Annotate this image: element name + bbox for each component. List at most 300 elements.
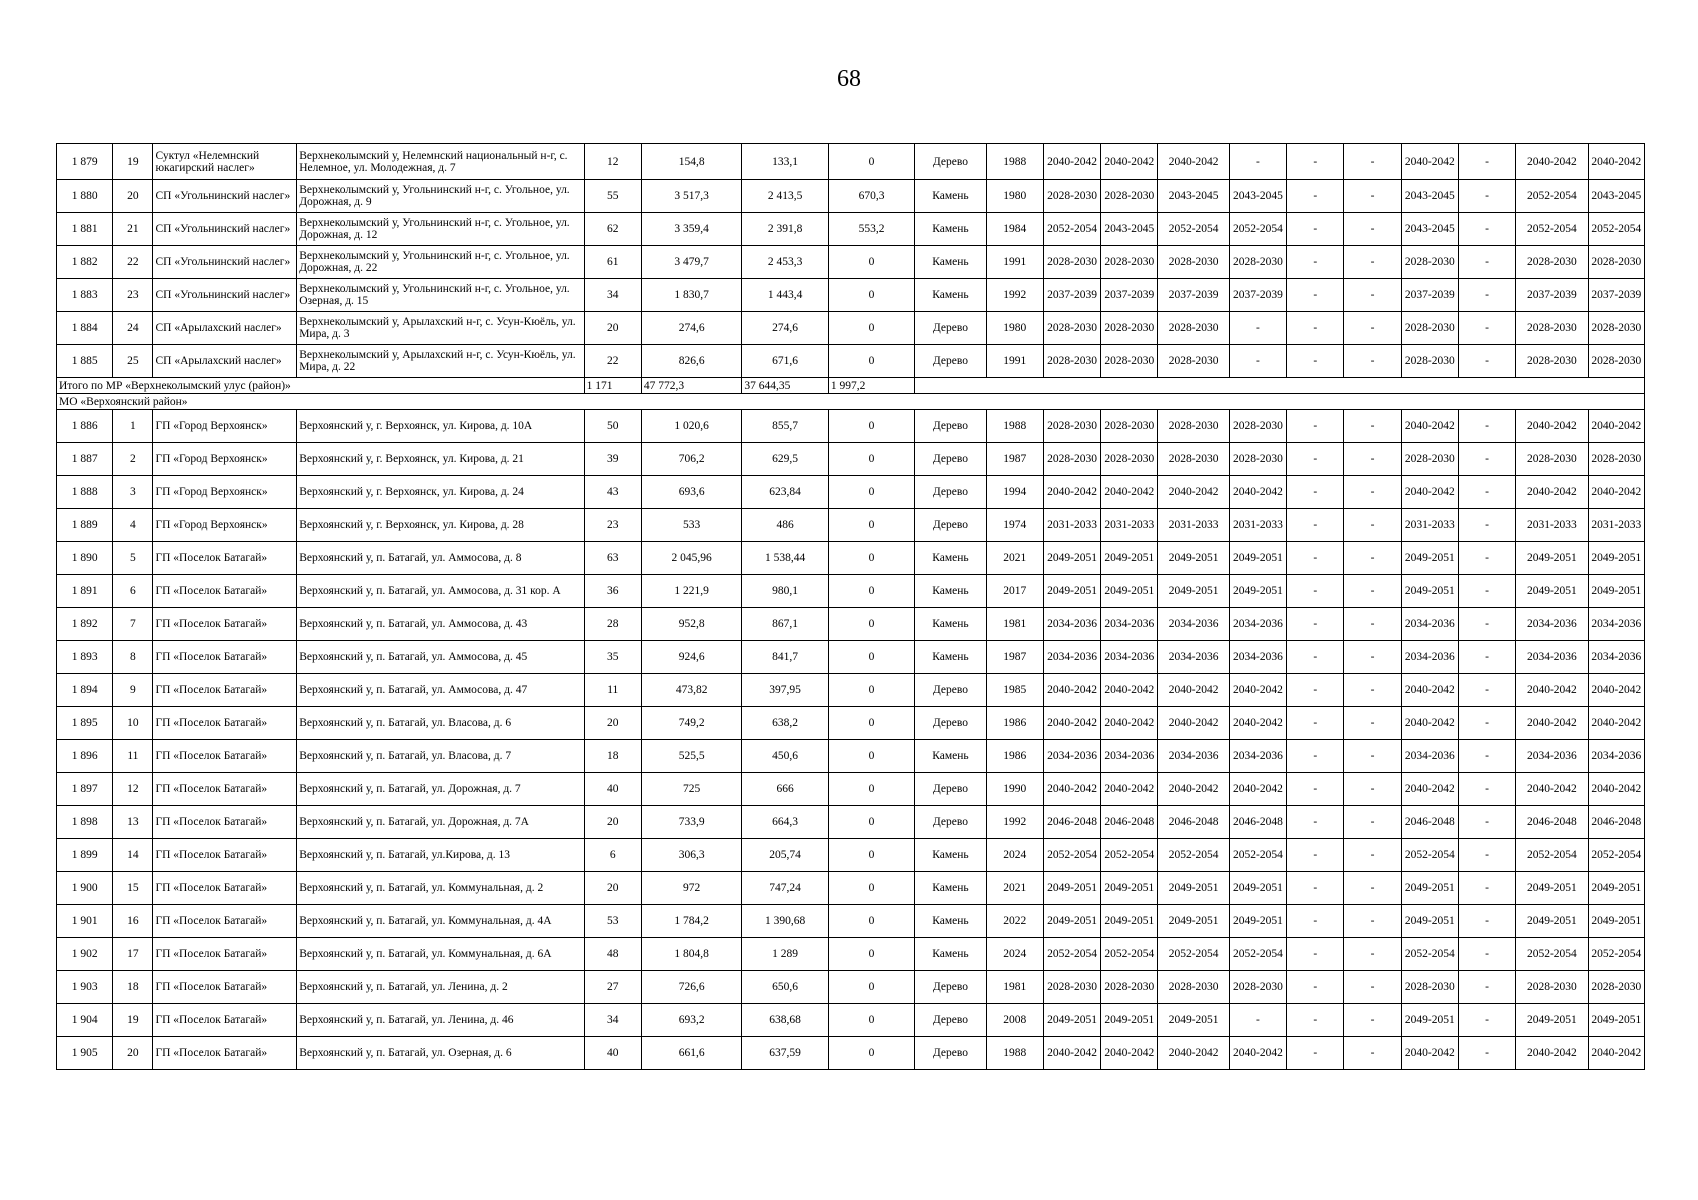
cell-living-area: 2 391,8 [742, 213, 828, 246]
cell-period-2: 2049-2051 [1101, 872, 1158, 905]
table-row [57, 608, 1645, 641]
cell-period-9: 2040-2042 [1516, 476, 1588, 509]
cell-period-2: 2028-2030 [1101, 312, 1158, 345]
cell-address: Верхоянский у, п. Батагай, ул. Дорожная, д. 7 [297, 773, 584, 806]
cell-address: Верхнеколымский у, Нелемнский национальный н-г, с. Нелемное, ул. Молодежная, д. 7 [297, 144, 584, 180]
cell-municipality: ГП «Поселок Батагай» [153, 839, 297, 872]
cell-year-built: 1980 [986, 312, 1043, 345]
cell-wall-material: Дерево [915, 674, 986, 707]
cell-period-4: - [1229, 345, 1286, 378]
cell-living-area: 450,6 [742, 740, 828, 773]
cell-period-2: 2040-2042 [1101, 773, 1158, 806]
cell-total-area: 533 [641, 509, 742, 542]
cell-period-8: - [1458, 971, 1515, 1004]
cell-row-no: 1 898 [57, 806, 113, 839]
table-row [57, 872, 1645, 905]
cell-period-5: - [1287, 509, 1344, 542]
cell-period-9: 2049-2051 [1516, 1004, 1588, 1037]
cell-period-8: - [1458, 575, 1515, 608]
cell-period-3: 2052-2054 [1158, 938, 1229, 971]
cell-address: Верхнеколымский у, Арылахский н-г, с. Усун-Кюёль, ул. Мира, д. 3 [297, 312, 584, 345]
cell-period-4: 2040-2042 [1229, 476, 1286, 509]
cell-period-6: - [1344, 905, 1401, 938]
table-row [57, 1004, 1645, 1037]
cell-period-6: - [1344, 410, 1401, 443]
cell-wall-material: Камень [915, 279, 986, 312]
cell-row-no: 1 885 [57, 345, 113, 378]
cell-period-2: 2049-2051 [1101, 1004, 1158, 1037]
cell-nonresidential-area: 0 [828, 345, 914, 378]
cell-period-2: 2040-2042 [1101, 144, 1158, 180]
cell-period-8: - [1458, 144, 1515, 180]
cell-address: Верхнеколымский у, Арылахский н-г, с. Усун-Кюёль, ул. Мира, д. 22 [297, 345, 584, 378]
cell-period-1: 2028-2030 [1043, 410, 1100, 443]
cell-period-10: 2040-2042 [1588, 773, 1644, 806]
cell-living-area: 1 538,44 [742, 542, 828, 575]
cell-period-3: 2040-2042 [1158, 476, 1229, 509]
table-row [57, 180, 1645, 213]
cell-municipality: СП «Арылахский наслег» [153, 312, 297, 345]
cell-total-area: 661,6 [641, 1037, 742, 1070]
cell-period-5: - [1287, 872, 1344, 905]
cell-period-9: 2034-2036 [1516, 641, 1588, 674]
cell-period-10: 2049-2051 [1588, 905, 1644, 938]
cell-period-3: 2049-2051 [1158, 905, 1229, 938]
cell-wall-material: Дерево [915, 345, 986, 378]
cell-local-no: 21 [113, 213, 153, 246]
cell-period-8: - [1458, 476, 1515, 509]
cell-living-area: 2 453,3 [742, 246, 828, 279]
cell-period-10: 2040-2042 [1588, 410, 1644, 443]
cell-period-6: - [1344, 279, 1401, 312]
cell-nonresidential-area: 0 [828, 773, 914, 806]
cell-apartments: 11 [584, 674, 641, 707]
cell-address: Верхоянский у, п. Батагай, ул. Аммосова, д. 43 [297, 608, 584, 641]
cell-local-no: 23 [113, 279, 153, 312]
cell-local-no: 25 [113, 345, 153, 378]
cell-local-no: 6 [113, 575, 153, 608]
cell-period-6: - [1344, 1037, 1401, 1070]
cell-nonresidential-area: 0 [828, 144, 914, 180]
cell-total-area: 306,3 [641, 839, 742, 872]
cell-living-area: 637,59 [742, 1037, 828, 1070]
cell-period-3: 2052-2054 [1158, 213, 1229, 246]
cell-period-5: - [1287, 608, 1344, 641]
cell-total-area: 274,6 [641, 312, 742, 345]
cell-period-5: - [1287, 443, 1344, 476]
cell-total-area: 733,9 [641, 806, 742, 839]
cell-row-no: 1 880 [57, 180, 113, 213]
cell-period-4: 2034-2036 [1229, 608, 1286, 641]
cell-local-no: 3 [113, 476, 153, 509]
cell-row-no: 1 886 [57, 410, 113, 443]
cell-period-2: 2049-2051 [1101, 905, 1158, 938]
cell-period-7: 2046-2048 [1401, 806, 1458, 839]
cell-period-6: - [1344, 443, 1401, 476]
cell-period-7: 2028-2030 [1401, 971, 1458, 1004]
table-row [57, 740, 1645, 773]
cell-address: Верхоянский у, п. Батагай, ул.Кирова, д. 13 [297, 839, 584, 872]
cell-row-no: 1 899 [57, 839, 113, 872]
cell-living-area: 133,1 [742, 144, 828, 180]
cell-period-10: 2049-2051 [1588, 542, 1644, 575]
cell-year-built: 1992 [986, 279, 1043, 312]
cell-period-10: 2034-2036 [1588, 608, 1644, 641]
cell-nonresidential-area: 0 [828, 872, 914, 905]
cell-period-5: - [1287, 938, 1344, 971]
cell-nonresidential-area: 0 [828, 740, 914, 773]
table-row [57, 345, 1645, 378]
cell-local-no: 17 [113, 938, 153, 971]
cell-period-2: 2040-2042 [1101, 476, 1158, 509]
cell-period-5: - [1287, 740, 1344, 773]
cell-local-no: 20 [113, 180, 153, 213]
cell-period-4: 2040-2042 [1229, 1037, 1286, 1070]
cell-total-area: 3 517,3 [641, 180, 742, 213]
cell-period-10: 2049-2051 [1588, 1004, 1644, 1037]
cell-period-6: - [1344, 144, 1401, 180]
cell-period-9: 2034-2036 [1516, 740, 1588, 773]
cell-period-8: - [1458, 279, 1515, 312]
page-number: 68 [837, 66, 861, 92]
cell-period-6: - [1344, 806, 1401, 839]
cell-period-5: - [1287, 410, 1344, 443]
cell-period-4: 2049-2051 [1229, 905, 1286, 938]
cell-living-area: 274,6 [742, 312, 828, 345]
cell-period-8: - [1458, 1037, 1515, 1070]
cell-year-built: 1990 [986, 773, 1043, 806]
cell-period-1: 2037-2039 [1043, 279, 1100, 312]
verkhnekolymsky-rows [57, 144, 1645, 378]
table-row [57, 938, 1645, 971]
cell-address: Верхоянский у, п. Батагай, ул. Коммунальная, д. 4А [297, 905, 584, 938]
section-row [57, 394, 1645, 410]
table-row [57, 773, 1645, 806]
cell-period-10: 2040-2042 [1588, 707, 1644, 740]
cell-row-no: 1 889 [57, 509, 113, 542]
cell-period-10: 2046-2048 [1588, 806, 1644, 839]
cell-local-no: 8 [113, 641, 153, 674]
cell-period-9: 2040-2042 [1516, 773, 1588, 806]
cell-total-area: 725 [641, 773, 742, 806]
cell-period-6: - [1344, 608, 1401, 641]
cell-period-8: - [1458, 213, 1515, 246]
cell-period-1: 2028-2030 [1043, 180, 1100, 213]
cell-period-1: 2046-2048 [1043, 806, 1100, 839]
cell-period-5: - [1287, 246, 1344, 279]
cell-apartments: 6 [584, 839, 641, 872]
cell-local-no: 13 [113, 806, 153, 839]
cell-wall-material: Дерево [915, 707, 986, 740]
cell-local-no: 9 [113, 674, 153, 707]
cell-period-7: 2049-2051 [1401, 1004, 1458, 1037]
cell-period-6: - [1344, 740, 1401, 773]
table-row [57, 575, 1645, 608]
cell-nonresidential-area: 0 [828, 806, 914, 839]
cell-year-built: 1991 [986, 246, 1043, 279]
cell-nonresidential-area: 0 [828, 839, 914, 872]
cell-period-3: 2040-2042 [1158, 1037, 1229, 1070]
cell-row-no: 1 892 [57, 608, 113, 641]
cell-apartments: 27 [584, 971, 641, 1004]
cell-period-7: 2028-2030 [1401, 246, 1458, 279]
table-row [57, 839, 1645, 872]
cell-period-3: 2049-2051 [1158, 872, 1229, 905]
cell-apartments: 43 [584, 476, 641, 509]
cell-period-10: 2052-2054 [1588, 213, 1644, 246]
cell-period-8: - [1458, 246, 1515, 279]
cell-nonresidential-area: 0 [828, 410, 914, 443]
cell-municipality: ГП «Поселок Батагай» [153, 641, 297, 674]
cell-period-7: 2052-2054 [1401, 938, 1458, 971]
cell-apartments: 34 [584, 279, 641, 312]
cell-municipality: ГП «Город Верхоянск» [153, 443, 297, 476]
cell-local-no: 11 [113, 740, 153, 773]
cell-period-10: 2049-2051 [1588, 872, 1644, 905]
cell-local-no: 7 [113, 608, 153, 641]
cell-period-10: 2028-2030 [1588, 443, 1644, 476]
cell-period-9: 2049-2051 [1516, 542, 1588, 575]
cell-local-no: 16 [113, 905, 153, 938]
cell-period-4: 2028-2030 [1229, 246, 1286, 279]
cell-period-9: 2052-2054 [1516, 213, 1588, 246]
cell-row-no: 1 895 [57, 707, 113, 740]
cell-nonresidential-area: 0 [828, 608, 914, 641]
cell-row-no: 1 894 [57, 674, 113, 707]
cell-period-3: 2052-2054 [1158, 839, 1229, 872]
cell-period-2: 2034-2036 [1101, 641, 1158, 674]
cell-municipality: Суктул «Нелемнский юкагирский наслег» [153, 144, 297, 180]
cell-wall-material: Дерево [915, 509, 986, 542]
cell-period-10: 2040-2042 [1588, 1037, 1644, 1070]
housing-table [56, 143, 1645, 1070]
cell-living-area: 486 [742, 509, 828, 542]
total-empty [915, 378, 1645, 394]
cell-period-10: 2037-2039 [1588, 279, 1644, 312]
cell-address: Верхоянский у, п. Батагай, ул. Аммосова, д. 8 [297, 542, 584, 575]
cell-period-10: 2040-2042 [1588, 674, 1644, 707]
cell-period-6: - [1344, 180, 1401, 213]
cell-period-9: 2052-2054 [1516, 839, 1588, 872]
cell-nonresidential-area: 0 [828, 674, 914, 707]
cell-period-6: - [1344, 641, 1401, 674]
table-row [57, 213, 1645, 246]
cell-municipality: ГП «Поселок Батагай» [153, 1004, 297, 1037]
cell-row-no: 1 897 [57, 773, 113, 806]
cell-period-1: 2040-2042 [1043, 144, 1100, 180]
cell-period-3: 2049-2051 [1158, 1004, 1229, 1037]
cell-period-2: 2037-2039 [1101, 279, 1158, 312]
cell-living-area: 623,84 [742, 476, 828, 509]
cell-period-9: 2040-2042 [1516, 1037, 1588, 1070]
cell-period-7: 2034-2036 [1401, 641, 1458, 674]
cell-municipality: ГП «Поселок Батагай» [153, 740, 297, 773]
total-living-area: 37 644,35 [742, 378, 828, 394]
cell-period-2: 2046-2048 [1101, 806, 1158, 839]
cell-period-4: 2046-2048 [1229, 806, 1286, 839]
cell-wall-material: Дерево [915, 1037, 986, 1070]
cell-apartments: 20 [584, 707, 641, 740]
cell-wall-material: Дерево [915, 1004, 986, 1037]
cell-row-no: 1 900 [57, 872, 113, 905]
cell-period-9: 2049-2051 [1516, 905, 1588, 938]
cell-period-9: 2031-2033 [1516, 509, 1588, 542]
cell-wall-material: Дерево [915, 312, 986, 345]
cell-local-no: 10 [113, 707, 153, 740]
cell-period-7: 2049-2051 [1401, 905, 1458, 938]
cell-period-1: 2049-2051 [1043, 542, 1100, 575]
cell-period-3: 2028-2030 [1158, 312, 1229, 345]
cell-living-area: 629,5 [742, 443, 828, 476]
cell-period-2: 2052-2054 [1101, 938, 1158, 971]
cell-local-no: 18 [113, 971, 153, 1004]
cell-period-9: 2028-2030 [1516, 312, 1588, 345]
cell-period-1: 2049-2051 [1043, 1004, 1100, 1037]
cell-period-3: 2040-2042 [1158, 144, 1229, 180]
cell-total-area: 3 479,7 [641, 246, 742, 279]
cell-period-5: - [1287, 279, 1344, 312]
cell-period-9: 2028-2030 [1516, 971, 1588, 1004]
cell-wall-material: Дерево [915, 410, 986, 443]
cell-wall-material: Дерево [915, 806, 986, 839]
cell-period-8: - [1458, 345, 1515, 378]
cell-period-9: 2052-2054 [1516, 938, 1588, 971]
cell-period-1: 2028-2030 [1043, 345, 1100, 378]
cell-period-9: 2040-2042 [1516, 410, 1588, 443]
cell-period-7: 2049-2051 [1401, 575, 1458, 608]
cell-year-built: 2024 [986, 839, 1043, 872]
cell-period-6: - [1344, 971, 1401, 1004]
cell-address: Верхоянский у, п. Батагай, ул. Аммосова, д. 45 [297, 641, 584, 674]
cell-year-built: 1981 [986, 608, 1043, 641]
cell-living-area: 397,95 [742, 674, 828, 707]
cell-period-5: - [1287, 144, 1344, 180]
cell-period-4: 2040-2042 [1229, 773, 1286, 806]
cell-period-3: 2049-2051 [1158, 542, 1229, 575]
cell-period-8: - [1458, 707, 1515, 740]
cell-period-9: 2040-2042 [1516, 707, 1588, 740]
cell-local-no: 5 [113, 542, 153, 575]
cell-period-2: 2028-2030 [1101, 410, 1158, 443]
cell-wall-material: Камень [915, 740, 986, 773]
cell-address: Верхоянский у, г. Верхоянск, ул. Кирова, д. 28 [297, 509, 584, 542]
cell-year-built: 2024 [986, 938, 1043, 971]
cell-year-built: 1994 [986, 476, 1043, 509]
cell-period-3: 2028-2030 [1158, 443, 1229, 476]
cell-period-7: 2040-2042 [1401, 707, 1458, 740]
cell-period-10: 2028-2030 [1588, 246, 1644, 279]
cell-period-2: 2043-2045 [1101, 213, 1158, 246]
cell-period-6: - [1344, 509, 1401, 542]
cell-period-4: 2028-2030 [1229, 443, 1286, 476]
cell-wall-material: Камень [915, 839, 986, 872]
cell-year-built: 2008 [986, 1004, 1043, 1037]
cell-period-7: 2034-2036 [1401, 740, 1458, 773]
cell-period-4: 2049-2051 [1229, 542, 1286, 575]
cell-nonresidential-area: 0 [828, 1037, 914, 1070]
table-row [57, 806, 1645, 839]
cell-municipality: ГП «Поселок Батагай» [153, 905, 297, 938]
cell-period-8: - [1458, 410, 1515, 443]
cell-total-area: 1 221,9 [641, 575, 742, 608]
cell-address: Верхоянский у, п. Батагай, ул. Озерная, д. 6 [297, 1037, 584, 1070]
cell-period-1: 2034-2036 [1043, 608, 1100, 641]
cell-period-9: 2049-2051 [1516, 872, 1588, 905]
cell-year-built: 1986 [986, 740, 1043, 773]
cell-period-3: 2028-2030 [1158, 971, 1229, 1004]
cell-living-area: 205,74 [742, 839, 828, 872]
cell-period-2: 2040-2042 [1101, 707, 1158, 740]
cell-apartments: 53 [584, 905, 641, 938]
cell-period-5: - [1287, 1037, 1344, 1070]
cell-living-area: 855,7 [742, 410, 828, 443]
cell-period-10: 2028-2030 [1588, 971, 1644, 1004]
cell-period-4: 2052-2054 [1229, 213, 1286, 246]
cell-row-no: 1 883 [57, 279, 113, 312]
cell-wall-material: Камень [915, 938, 986, 971]
cell-period-5: - [1287, 180, 1344, 213]
cell-address: Верхоянский у, п. Батагай, ул. Дорожная, д. 7А [297, 806, 584, 839]
cell-living-area: 638,2 [742, 707, 828, 740]
section-title: МО «Верхоянский район» [57, 394, 1645, 410]
cell-period-1: 2028-2030 [1043, 312, 1100, 345]
cell-year-built: 2021 [986, 872, 1043, 905]
cell-nonresidential-area: 0 [828, 905, 914, 938]
cell-wall-material: Камень [915, 542, 986, 575]
cell-period-9: 2052-2054 [1516, 180, 1588, 213]
cell-period-7: 2040-2042 [1401, 476, 1458, 509]
cell-period-6: - [1344, 246, 1401, 279]
cell-address: Верхоянский у, п. Батагай, ул. Власова, д. 7 [297, 740, 584, 773]
table-row [57, 279, 1645, 312]
cell-period-3: 2043-2045 [1158, 180, 1229, 213]
cell-address: Верхнеколымский у, Угольнинский н-г, с. Угольное, ул. Дорожная, д. 22 [297, 246, 584, 279]
cell-period-4: 2028-2030 [1229, 971, 1286, 1004]
cell-nonresidential-area: 0 [828, 509, 914, 542]
cell-period-4: - [1229, 1004, 1286, 1037]
cell-municipality: ГП «Поселок Батагай» [153, 575, 297, 608]
cell-period-3: 2040-2042 [1158, 773, 1229, 806]
cell-row-no: 1 901 [57, 905, 113, 938]
cell-wall-material: Дерево [915, 443, 986, 476]
cell-period-8: - [1458, 938, 1515, 971]
cell-address: Верхоянский у, п. Батагай, ул. Власова, д. 6 [297, 707, 584, 740]
cell-period-5: - [1287, 1004, 1344, 1037]
table-row [57, 707, 1645, 740]
cell-year-built: 1974 [986, 509, 1043, 542]
cell-address: Верхоянский у, п. Батагай, ул. Ленина, д. 2 [297, 971, 584, 1004]
cell-period-9: 2034-2036 [1516, 608, 1588, 641]
cell-address: Верхоянский у, п. Батагай, ул. Коммунальная, д. 2 [297, 872, 584, 905]
cell-period-1: 2034-2036 [1043, 740, 1100, 773]
cell-period-10: 2043-2045 [1588, 180, 1644, 213]
cell-living-area: 671,6 [742, 345, 828, 378]
cell-municipality: ГП «Поселок Батагай» [153, 608, 297, 641]
cell-living-area: 664,3 [742, 806, 828, 839]
cell-living-area: 747,24 [742, 872, 828, 905]
cell-period-4: 2037-2039 [1229, 279, 1286, 312]
table-row [57, 144, 1645, 180]
cell-apartments: 18 [584, 740, 641, 773]
cell-municipality: ГП «Город Верхоянск» [153, 509, 297, 542]
cell-period-10: 2052-2054 [1588, 839, 1644, 872]
cell-apartments: 61 [584, 246, 641, 279]
cell-period-5: - [1287, 542, 1344, 575]
cell-row-no: 1 888 [57, 476, 113, 509]
cell-municipality: ГП «Поселок Батагай» [153, 542, 297, 575]
cell-period-10: 2028-2030 [1588, 312, 1644, 345]
cell-period-1: 2031-2033 [1043, 509, 1100, 542]
